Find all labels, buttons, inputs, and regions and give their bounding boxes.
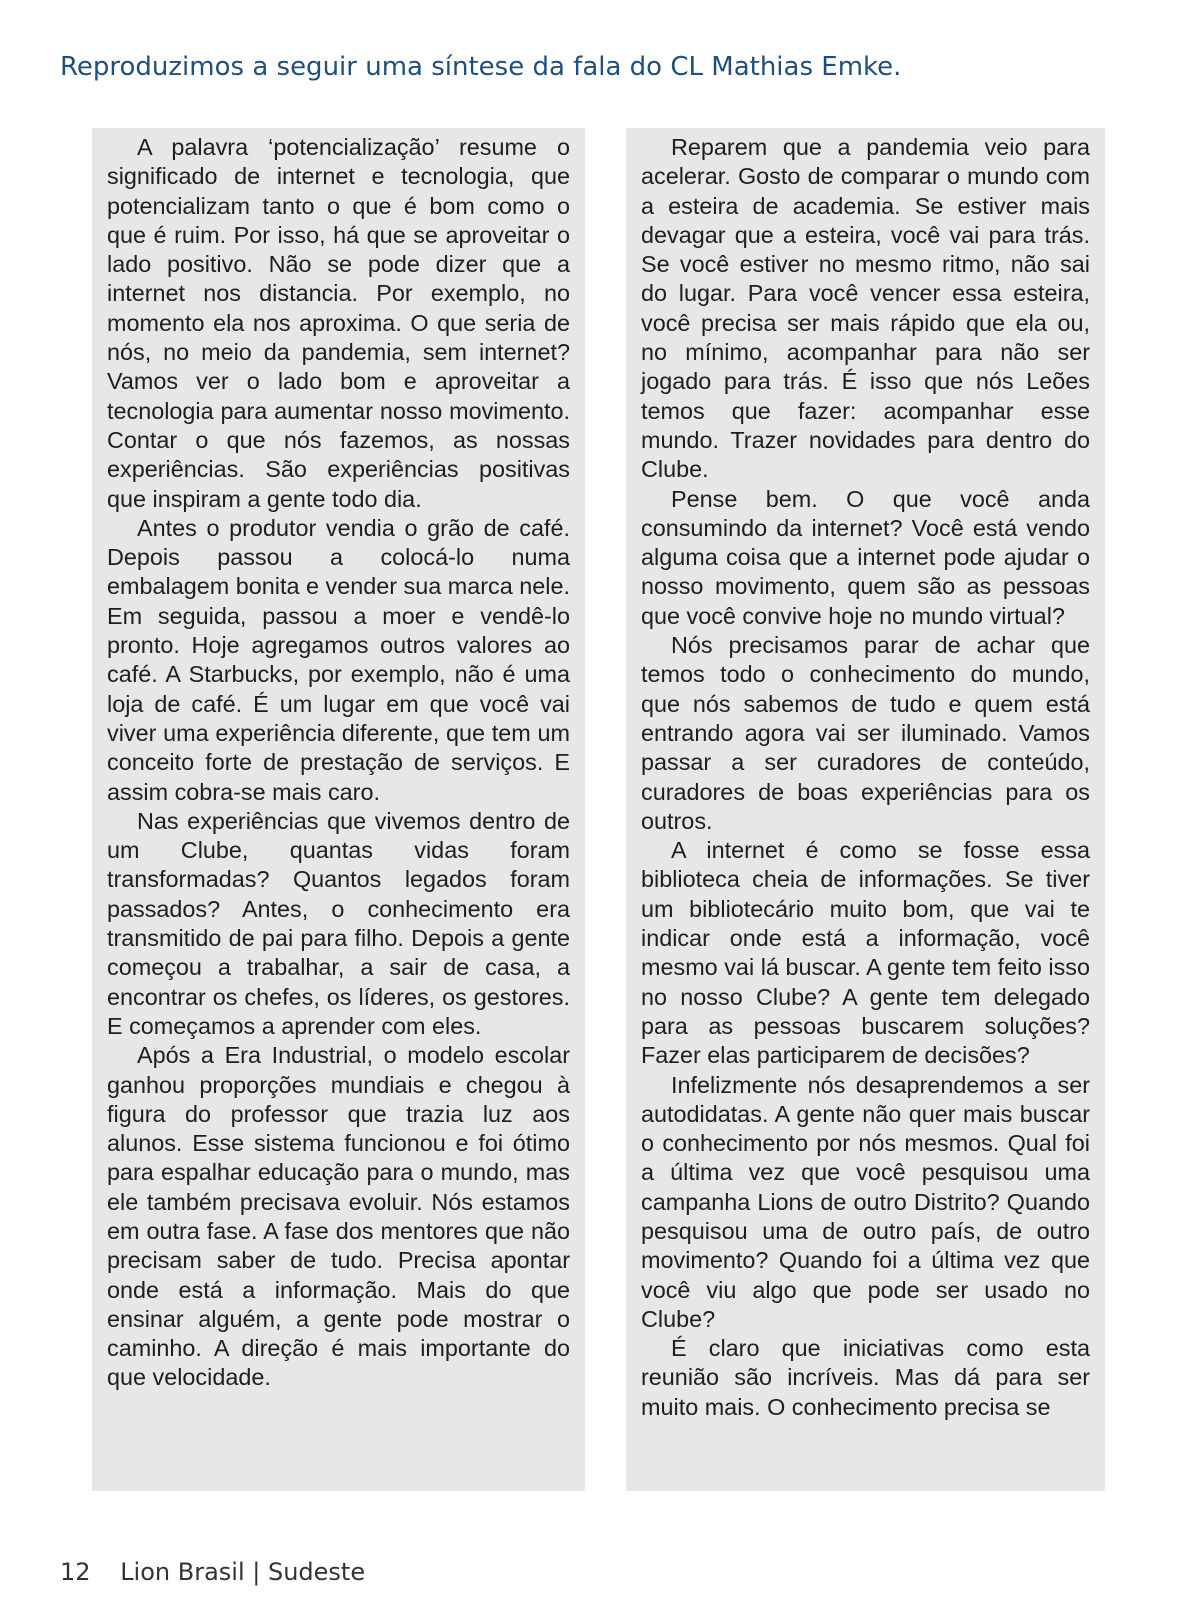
publication-name: Lion Brasil | Sudeste [120, 1558, 366, 1586]
paragraph: Antes o produtor vendia o grão de café. Depois passou a colocá-lo numa embalagem bonita e vender sua marca nele. Em seguida, passou a moer e vendê-lo pronto. Hoje agregamos outros valores ao café. A Starbucks, por exemplo, não é uma loja de café. É um lugar em que você vai viver uma experiência diferente, que tem um conceito forte de prestação de serviços. E assim cobra-se mais caro. [107, 514, 570, 805]
paragraph: Nós precisamos parar de achar que temos todo o conhecimento do mundo, que nós sabemos de tudo e quem está entrando agora vai ser iluminado. Vamos passar a ser curadores de conteúdo, curadores de boas experiências para os outros. [641, 632, 1090, 834]
paragraph: A palavra ‘potencialização’ resume o significado de internet e tecnologia, que potencializam tanto o que é bom como o que é ruim. Por isso, há que se aproveitar o lado positivo. Não se pode dizer que a internet nos distancia. Por exemplo, no momento ela nos aproxima. O que seria de nós, no meio da pandemia, sem internet? Vamos ver o lado bom e aproveitar a tecnologia para aumentar nosso movimento. Contar o que nós fazemos, as nossas experiências. São experiências positivas que inspiram a gente todo dia. [107, 134, 570, 512]
text-column-left [92, 128, 585, 1491]
paragraph: A internet é como se fosse essa biblioteca cheia de informações. Se tiver um bibliotecário muito bom, que vai te indicar onde está a informação, você mesmo vai lá buscar. A gente tem feito isso no nosso Clube? A gente tem delegado para as pessoas buscarem soluções? Fazer elas participarem de decisões? [641, 837, 1090, 1069]
paragraph: É claro que iniciativas como esta reunião são incríveis. Mas dá para ser muito mais. O conhecimento precisa se [641, 1335, 1090, 1420]
paragraph: Após a Era Industrial, o modelo escolar ganhou proporções mundiais e chegou à figura do professor que trazia luz aos alunos. Esse sistema funcionou e foi ótimo para espalhar educação para o mundo, mas ele também precisava evoluir. Nós estamos em outra fase. A fase dos mentores que não precisam saber de tudo. Precisa apontar onde está a informação. Mais do que ensinar alguém, a gente pode mostrar o caminho. A direção é mais importante do que velocidade. [107, 1042, 570, 1391]
page-footer [60, 1558, 365, 1587]
intro-heading: Reproduzimos a seguir uma síntese da fala do CL Mathias Emke. [60, 52, 902, 82]
paragraph: Infelizmente nós desaprendemos a ser autodidatas. A gente não quer mais buscar o conhecimento por nós mesmos. Qual foi a última vez que você pesquisou uma campanha Lions de outro Distrito? Quando pesquisou uma de outro país, de outro movimento? Quando foi a última vez que você viu algo que pode ser usado no Clube? [641, 1071, 1090, 1332]
paragraph: Pense bem. O que você anda consumindo da internet? Você está vendo alguma coisa que a internet pode ajudar o nosso movimento, quem são as pessoas que você convive hoje no mundo virtual? [641, 485, 1090, 629]
paragraph: Nas experiências que vivemos dentro de um Clube, quantas vidas foram transformadas? Quantos legados foram passados? Antes, o conhecimento era transmitido de pai para filho. Depois a gente começou a trabalhar, a sair de casa, a encontrar os chefes, os líderes, os gestores. E começamos a aprender com eles. [107, 807, 570, 1039]
text-column-right [626, 128, 1105, 1491]
page-number: 12 [60, 1558, 91, 1586]
paragraph: Reparem que a pandemia veio para acelerar. Gosto de comparar o mundo com a esteira de academia. Se estiver mais devagar que a esteira, você vai para trás. Se você estiver no mesmo ritmo, não sai do lugar. Para você vencer essa esteira, você precisa ser mais rápido que ela ou, no mínimo, acompanhar para não ser jogado para trás. É isso que nós Leões temos que fazer: acompanhar esse mundo. Trazer novidades para dentro do Clube. [641, 134, 1090, 483]
